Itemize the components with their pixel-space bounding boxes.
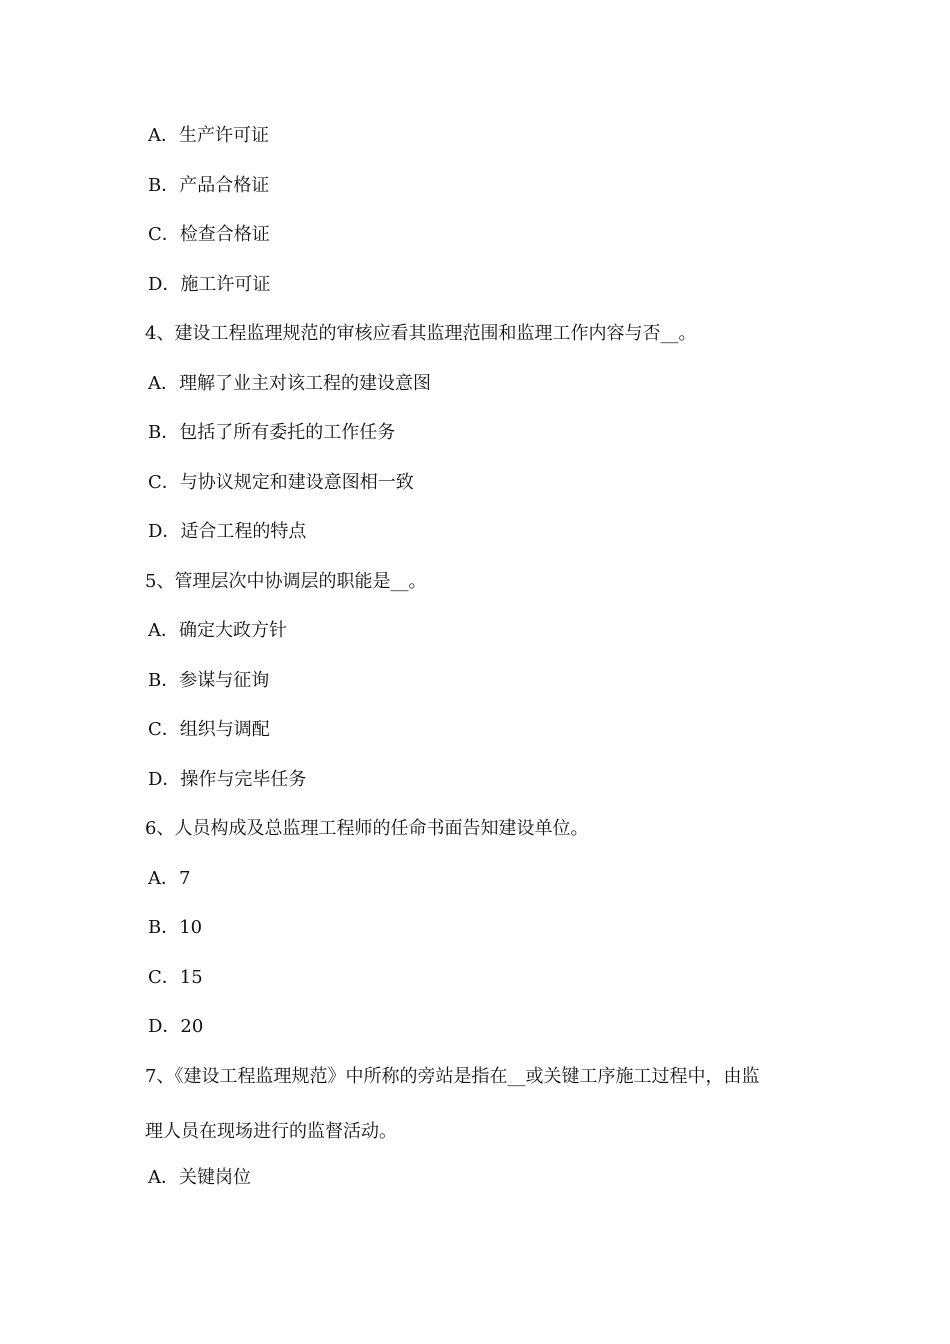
q4-option-a: A．理解了业主对该工程的建设意图 [148,373,431,394]
q3-option-c: C．检查合格证 [148,224,270,245]
q6-option-b: B．10 [148,917,203,938]
q7-stem-line2: 理人员在现场进行的监督活动。 [145,1121,397,1142]
q5-option-b: B．参谋与征询 [148,670,270,691]
q6-stem: 6、人员构成及总监理工程师的任命书面告知建设单位。 [145,818,589,839]
q5-option-d: D．操作与完毕任务 [148,769,307,790]
q4-option-c: C．与协议规定和建设意图相一致 [148,472,414,493]
q5-option-c: C．组织与调配 [148,719,270,740]
q6-option-c: C．15 [148,967,203,988]
q7-option-a: A．关键岗位 [148,1167,251,1188]
q4-option-b: B．包括了所有委托的工作任务 [148,422,396,443]
q6-option-a: A．7 [148,868,191,889]
q4-stem: 4、建设工程监理规范的审核应看其监理范围和监理工作内容与否__。 [145,323,697,344]
q3-option-d: D．施工许可证 [148,274,271,295]
q7-stem-line1: 7、《建设工程监理规范》中所称的旁站是指在__或关键工序施工过程中，由监 [145,1066,760,1087]
q3-option-a: A．生产许可证 [148,125,269,146]
q4-option-d: D．适合工程的特点 [148,521,307,542]
q5-option-a: A．确定大政方针 [148,620,287,641]
q5-stem: 5、管理层次中协调层的职能是__。 [145,571,427,592]
q6-option-d: D．20 [148,1016,204,1037]
q3-option-b: B．产品合格证 [148,175,270,196]
